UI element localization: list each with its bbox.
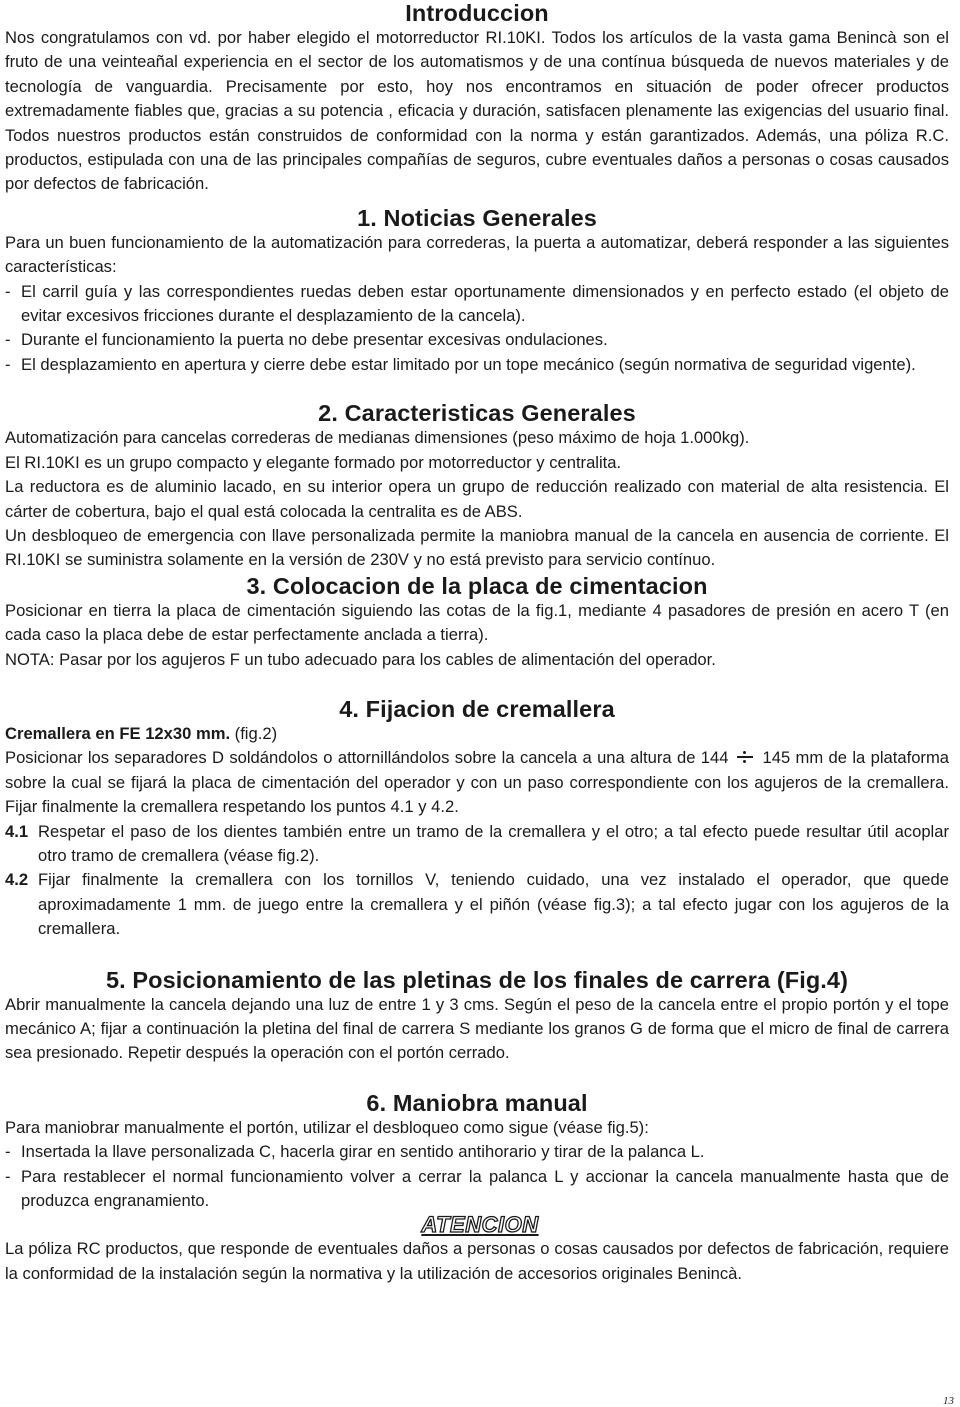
section-5-paragraph: Abrir manualmente la cancela dejando una luz de entre 1 y 3 cms. Según el peso de la cancela entre el propio portón y el tope mecánico A; fijar a continuación la pletina del final de carrera S mediante los granos G de forma que el micro de final de carrera sea presionado. Repetir después la operación con el portón cerrado.	[5, 994, 949, 1063]
section-6-warning-paragraph: La póliza RC productos, que responde de eventuales daños a personas o cosas causados por defectos de fabricación, requiere la conformidad de la instalación según la normativa y la utilización de accesorios originales Benincà.	[5, 1239, 949, 1283]
numbered-item	[5, 868, 949, 941]
item-number: 4.2	[5, 870, 29, 890]
list-item	[5, 1165, 949, 1214]
item-text: Respetar el paso de los dientes también entre un tramo de la cremallera y el otro; a tal efecto puede resultar útil acoplar otro tramo de cremallera (véase fig.2).	[38, 821, 949, 865]
section-4-paragraph	[5, 746, 949, 819]
document-page	[5, 0, 949, 1286]
paragraph-text: Posicionar los separadores D soldándolos o attornillándolos sobre la cancela a una altura de 144	[5, 748, 729, 768]
section-2-paragraph: Automatización para cancelas correderas de medianas dimensiones (peso máximo de hoja 1.000kg).	[5, 428, 750, 448]
list-item-text: Insertada la llave personalizada C, hacerla girar en sentido antihorario y tirar de la palanca L.	[21, 1142, 705, 1162]
section-1-heading: 1. Noticias Generales	[357, 204, 597, 231]
division-sign-icon	[734, 750, 756, 764]
bullet-dash: -	[5, 354, 11, 374]
section-4-heading: 4. Fijacion de cremallera	[339, 695, 615, 722]
bullet-dash: -	[5, 1142, 11, 1162]
section-2-heading: 2. Caracteristicas Generales	[318, 400, 636, 427]
list-item	[5, 1140, 949, 1164]
list-item-text: El carril guía y las correspondientes ruedas deben estar oportunamente dimensionados y en perfecto estado (el objeto de evitar excesivos fricciones durante el desplazamiento de la cancela).	[21, 281, 949, 326]
section-3-note: NOTA: Pasar por los agujeros F un tubo adecuado para los cables de alimentación del operador.	[5, 649, 716, 669]
section-1-paragraph: Para un buen funcionamiento de la automatización para correderas, la puerta a automatizar, deberá responder a las siguientes características:	[5, 232, 949, 277]
numbered-item	[5, 820, 949, 869]
list-item	[5, 328, 949, 352]
section-6-paragraph: Para maniobrar manualmente el portón, utilizar el desbloqueo como sigue (véase fig.5):	[5, 1117, 649, 1137]
section-2-paragraph: El RI.10KI es un grupo compacto y elegante formado por motorreductor y centralita.	[5, 452, 622, 472]
rack-spec-figure-ref: (fig.2)	[230, 723, 278, 743]
intro-paragraph: Nos congratulamos con vd. por haber elegido el motorreductor RI.10KI. Todos los artículos de la vasta gama Benincà son el fruto de una veinteañal experiencia en el sector de los automatismos y de una contínua búsqueda de nuevos materiales y de tecnología de vanguardia. Precisamente por esto, hoy nos encontramos en situación de poder ofrecer productos extremadamente fiables que, gracias a su potencia , eficacia y duración, satisfacen plenamente las exigencias del usuario final. Todos nuestros productos están construidos de conformidad con la norma y están garantizados. Además, una póliza R.C. productos, estipulada con una de las principales compañías de seguros, cubre eventuales daños a personas o cosas causados por defectos de fabricación.	[5, 28, 949, 194]
list-item-text: Para restablecer el normal funcionamiento volver a cerrar la palanca L y accionar la cancela manualmente hasta que de produzca engranamiento.	[21, 1166, 949, 1211]
intro-heading: Introduccion	[405, 0, 549, 26]
bullet-dash: -	[5, 1166, 11, 1186]
item-number: 4.1	[5, 821, 29, 841]
section-6-heading: 6. Maniobra manual	[366, 1089, 588, 1116]
section-3-heading: 3. Colocacion de la placa de cimentacion	[246, 572, 708, 599]
atencion-warning-heading: ATENCION	[421, 1212, 539, 1238]
page-number: 13	[943, 1395, 954, 1407]
list-item	[5, 353, 949, 377]
section-2-paragraph: Un desbloqueo de emergencia con llave personalizada permite la maniobra manual de la cancela en ausencia de corriente. El RI.10KI se suministra solamente en la versión de 230V y no está previsto para servicio contínuo.	[5, 525, 949, 570]
paragraph-text: 145 mm de la plataforma sobre la cual se fijará la placa de cimentación del operador y con un paso correspondiente con los agujeros de la cremallera. Fijar finalmente la cremallera respetando los puntos 4.1 y 4.2.	[5, 748, 950, 817]
section-5-heading: 5. Posicionamiento de las pletinas de los finales de carrera (Fig.4)	[105, 966, 849, 993]
bullet-dash: -	[5, 330, 11, 350]
section-3-paragraph: Posicionar en tierra la placa de cimentación siguiendo las cotas de la fig.1, mediante 4 pasadores de presión en acero T (en cada caso la placa debe de estar perfectamente anclada a tierra).	[5, 600, 949, 645]
rack-spec: Cremallera en FE 12x30 mm.	[5, 723, 231, 743]
bullet-dash: -	[5, 281, 11, 301]
section-4-subheading	[5, 722, 949, 746]
list-item	[5, 280, 949, 329]
section-2-paragraph: La reductora es de aluminio lacado, en su interior opera un grupo de reducción realizado con material de alta resistencia. El cárter de cobertura, bajo el qual está colocada la centralita es de ABS.	[5, 477, 949, 521]
list-item-text: El desplazamiento en apertura y cierre debe estar limitado por un tope mecánico (según normativa de seguridad vigente).	[21, 354, 916, 374]
list-item-text: Durante el funcionamiento la puerta no debe presentar excesivas ondulaciones.	[21, 330, 608, 350]
item-text: Fijar finalmente la cremallera con los tornillos V, teniendo cuidado, una vez instalado el operador, que quede aproximadamente 1 mm. de juego entre la cremallera y el piñón (véase fig.3); a tal efecto jugar con los agujeros de la cremallera.	[38, 870, 949, 939]
